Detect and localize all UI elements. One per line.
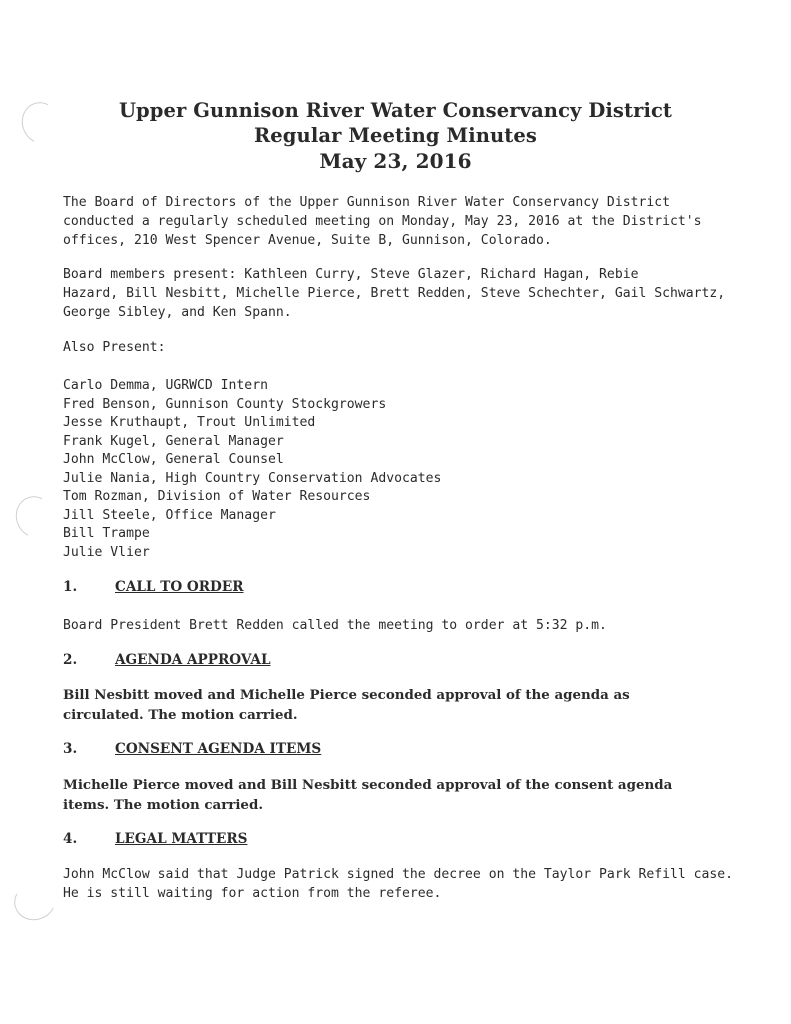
- punch-hole-mark: [10, 491, 60, 543]
- attendee-item: Fred Benson, Gunnison County Stockgrowers: [63, 396, 387, 412]
- board-members-paragraph: Board members present: Kathleen Curry, Steve Glazer, Richard Hagan, Rebie Hazard, Bill Nesbitt, Michelle Pierce, Brett Redden, Steve Schechter, Gail Schwartz, George Sibley, and Ken Spann.: [63, 267, 726, 320]
- attendee-item: Bill Trampe: [63, 526, 150, 541]
- section-heading-legal-matters: 4. LEGAL MATTERS: [63, 831, 248, 847]
- intro-paragraph: The Board of Directors of the Upper Gunnison River Water Conservancy District conducted a regularly scheduled meeting on Monday, May 23, 2016 at the District's offices, 210 West Spencer Avenue, Suite B, Gunnison, Colorado.: [63, 195, 702, 248]
- document-title: Upper Gunnison River Water Conservancy District: [118, 99, 673, 122]
- meeting-date: May 23, 2016: [319, 149, 472, 173]
- attendee-item: Julie Vlier: [63, 544, 150, 560]
- attendee-item: Frank Kugel, General Manager: [63, 433, 284, 449]
- also-present-label: Also Present:: [63, 340, 166, 355]
- punch-hole-mark: [9, 876, 61, 926]
- attendee-item: Carlo Demma, UGRWCD Intern: [63, 378, 268, 393]
- attendee-item: Julie Nania, High Country Conservation Advocates: [63, 470, 442, 486]
- attendee-item: Jill Steele, Office Manager: [63, 507, 276, 523]
- attendee-item: Tom Rozman, Division of Water Resources: [63, 489, 371, 504]
- attendee-list: [63, 377, 441, 562]
- section-body-legal-matters: John McClow said that Judge Patrick signed the decree on the Taylor Park Refill case. He is still waiting for action from the referee.: [63, 867, 734, 901]
- section-heading-consent-agenda: 3. CONSENT AGENDA ITEMS: [63, 741, 322, 757]
- attendee-item: Jesse Kruthaupt, Trout Unlimited: [63, 415, 316, 430]
- section-body-agenda-approval: Bill Nesbitt moved and Michelle Pierce seconded approval of the agenda as circulated. The motion carried.: [63, 687, 630, 723]
- section-body-consent-agenda: Michelle Pierce moved and Bill Nesbitt seconded approval of the consent agenda items. The motion carried.: [63, 777, 673, 813]
- section-heading-agenda-approval: 2. AGENDA APPROVAL: [63, 652, 271, 668]
- attendee-item: John McClow, General Counsel: [63, 452, 284, 467]
- section-heading-call-to-order: 1. CALL TO ORDER: [63, 579, 244, 595]
- section-body-call-to-order: Board President Brett Redden called the meeting to order at 5:32 p.m.: [63, 618, 607, 633]
- document-subtitle: Regular Meeting Minutes: [254, 124, 537, 147]
